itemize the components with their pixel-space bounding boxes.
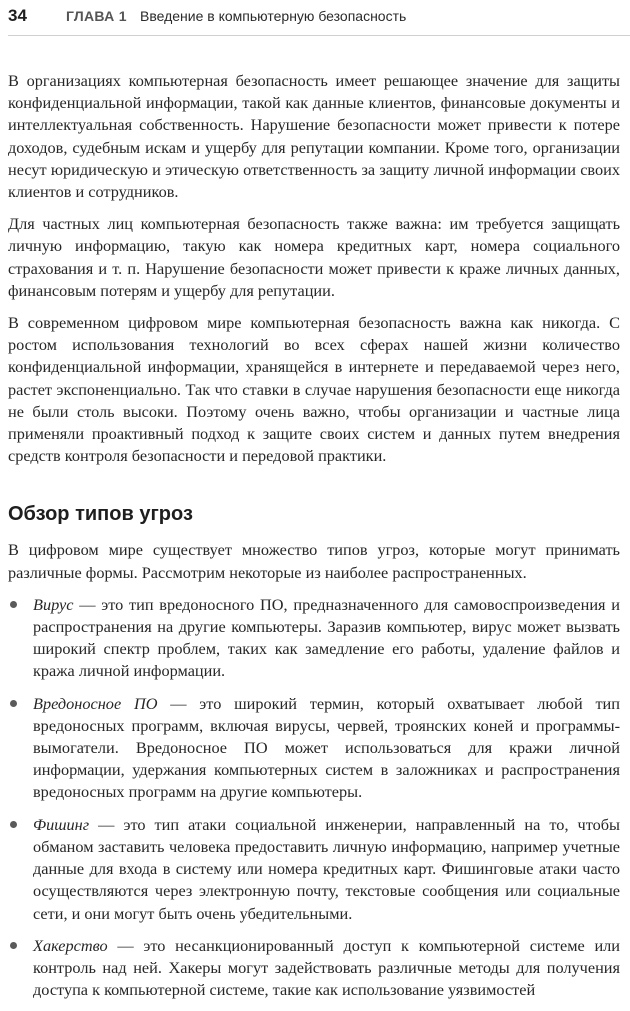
term-phishing: Фишинг [33, 814, 90, 834]
header-divider [8, 35, 630, 36]
chapter-label: ГЛАВА 1 [66, 8, 127, 24]
bullet-icon [10, 601, 17, 608]
definition-malware: — это широкий термин, который охватывает любой тип вредоносных программ, включая вирусы, червей, троянских коней и программы-вымогатели. Вредоносное ПО может использоваться для кражи личной информации, удержания компьютерных систем в заложниках и распространения вредоносных программ на другие компьютеры. [33, 693, 620, 802]
list-item-malware [8, 693, 620, 804]
list-item-hacking [8, 935, 620, 1002]
page-number: 34 [8, 6, 27, 25]
definition-hacking: — это несанкционированный доступ к компьютерной системе или контроль над ней. Хакеры могут задействовать различные методы для получения доступа к компьютерной системе, такие как использование уязвимостей [33, 935, 620, 1000]
term-virus: Вирус [33, 594, 74, 614]
term-hacking: Хакерство [33, 935, 108, 955]
term-malware: Вредоносное ПО [33, 693, 158, 713]
chapter-title: Введение в компьютерную безопасность [140, 8, 407, 24]
list-item-phishing [8, 814, 620, 925]
bullet-icon [10, 821, 17, 828]
section-intro: В цифровом мире существует множество типов угроз, которые могут принимать различные формы. Рассмотрим некоторые из наиболее распространенных. [8, 540, 620, 582]
paragraph-individuals: Для частных лиц компьютерная безопасность также важна: им требуется защищать личную информацию, такую как номера кредитных карт, номера социального страхования и т. п. Нарушение безопасности может привести к краже личных данных, финансовым потерям и ущербу для репутации. [8, 214, 620, 300]
definition-phishing: — это тип атаки социальной инженерии, направленный на то, чтобы обманом заставить человека предоставить личную информацию, например учетные данные для входа в систему или номера кредитных карт. Фишинговые атаки часто осуществляются через электронную почту, текстовые сообщения или социальные сети, и они могут быть очень убедительными. [33, 814, 620, 923]
paragraph-organizations: В организациях компьютерная безопасность имеет решающее значение для защиты конфиденциальной информации, такой как данные клиентов, финансовые документы и интеллектуальная собственность. Нарушение безопасности может привести к потере доходов, судебным искам и ущербу для репутации компании. Кроме того, организации несут юридическую и этическую ответственность за защиту личной информации своих клиентов и сотрудников. [8, 71, 620, 202]
running-header [8, 0, 630, 30]
definition-virus: — это тип вредоносного ПО, предназначенного для самовоспроизведения и распространения на другие компьютеры. Заразив компьютер, вирус может вызвать широкий спектр проблем, таких как замедление его работы, удаление файлов и кража личной информации. [33, 594, 620, 681]
page-body [8, 70, 620, 1011]
list-item-virus [8, 594, 620, 683]
bullet-icon [10, 700, 17, 707]
paragraph-digital-world: В современном цифровом мире компьютерная безопасность важна как никогда. С ростом использования технологий во всех сферах нашей жизни количество конфиденциальной информации, хранящейся в интернете и передаваемой через него, растет экспоненциально. Так что ставки в случае нарушения безопасности еще никогда не были столь высоки. Поэтому очень важно, чтобы организации и частные лица применяли проактивный подход к защите своих систем и данных путем внедрения средств контроля безопасности и передовой практики. [8, 313, 620, 466]
bullet-icon [10, 942, 17, 949]
section-heading: Обзор типов угроз [8, 503, 193, 526]
threat-list [8, 594, 620, 1001]
